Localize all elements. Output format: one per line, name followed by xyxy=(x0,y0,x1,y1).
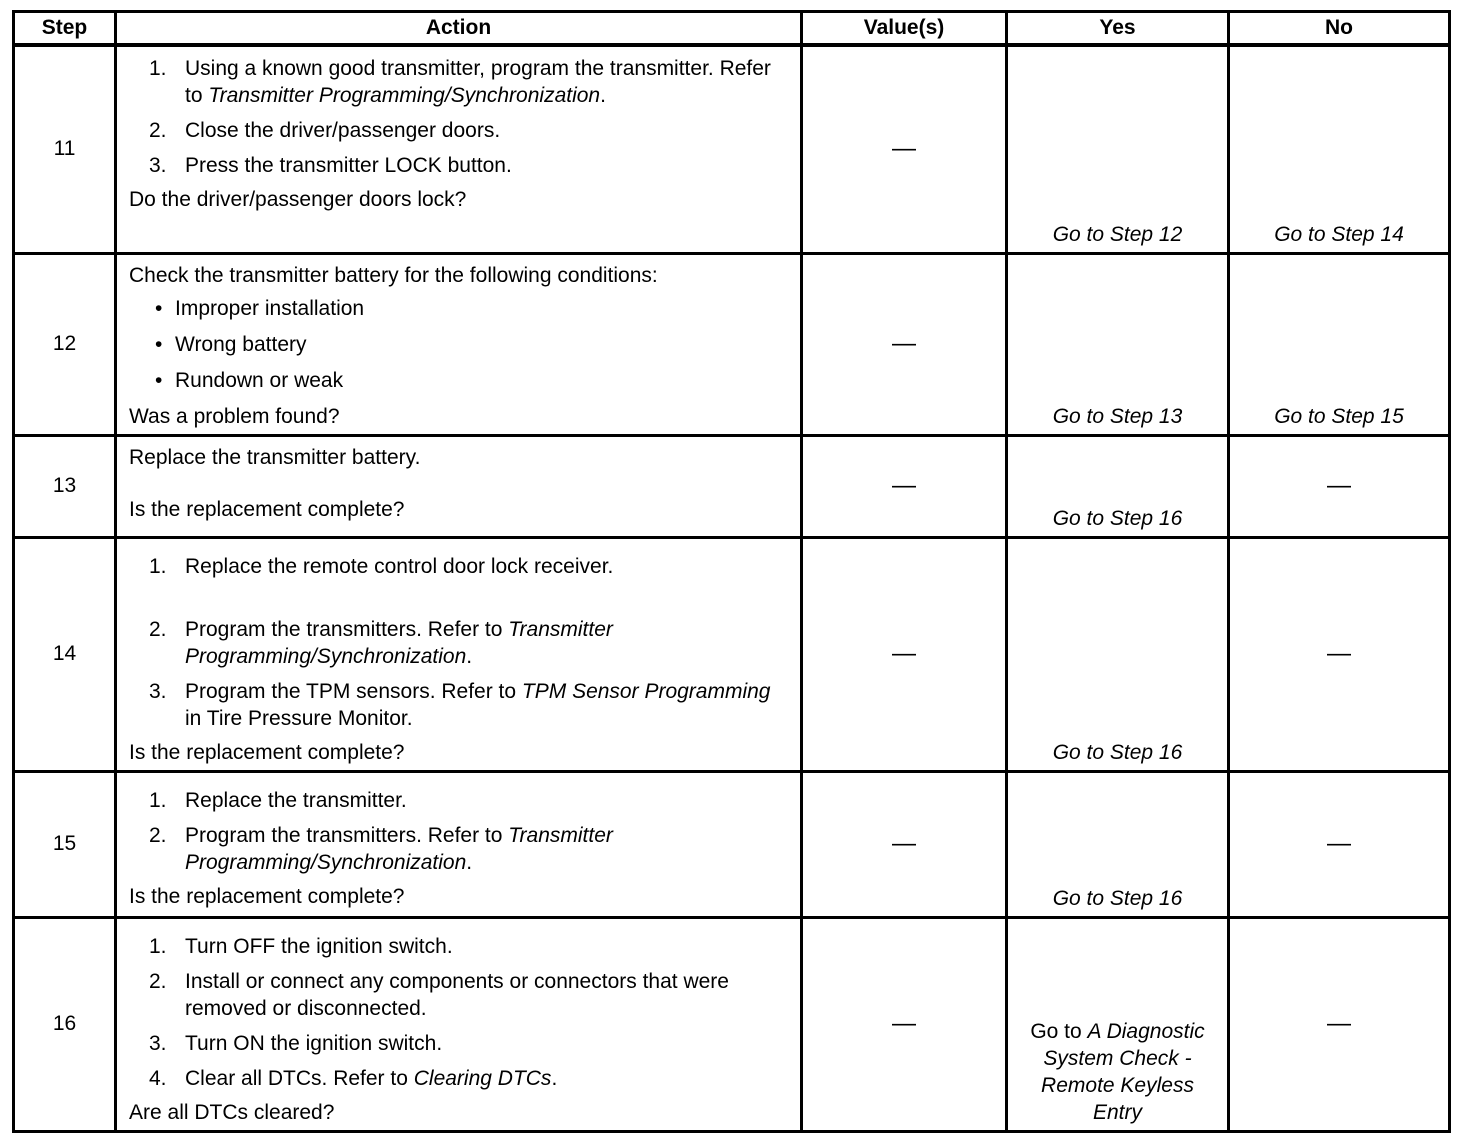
action-item: 3. Turn ON the ignition switch. xyxy=(149,1031,443,1055)
action-intro: Replace the transmitter battery. xyxy=(129,445,421,469)
header-no: No xyxy=(1229,12,1450,46)
action-cell xyxy=(116,771,802,917)
action-item: 3. Press the transmitter LOCK button. xyxy=(149,154,512,177)
action-question: Is the replacement complete? xyxy=(129,497,405,521)
step-row xyxy=(14,917,1450,1131)
step-number: 14 xyxy=(14,537,116,771)
action-question: Are all DTCs cleared? xyxy=(129,1100,335,1124)
step-number: 12 xyxy=(14,253,116,435)
step-row xyxy=(14,45,1450,253)
yes-goto: Go to Step 16 xyxy=(1052,886,1183,910)
action-list xyxy=(129,933,790,1092)
no-cell: — xyxy=(1229,917,1450,1131)
step-row xyxy=(14,253,1450,435)
step-number: 16 xyxy=(14,917,116,1131)
action-intro: Check the transmitter battery for the following conditions: xyxy=(129,263,658,287)
yes-cell xyxy=(1007,253,1229,435)
action-item: 1. Turn OFF the ignition switch. xyxy=(149,934,453,958)
value-cell: — xyxy=(802,45,1007,253)
no-goto: Go to Step 14 xyxy=(1274,222,1404,246)
action-item: 2. Install or connect any components or connectors that were removed or disconnected. xyxy=(149,969,729,1020)
no-cell xyxy=(1229,45,1450,253)
yes-cell xyxy=(1007,537,1229,771)
step-number: 11 xyxy=(14,45,116,253)
action-item: 2. Close the driver/passenger doors. xyxy=(149,119,501,142)
action-item: 1. Using a known good transmitter, program the transmitter. Refer to Transmitter Programming/Synchronization. xyxy=(149,57,771,107)
action-item: 4. Clear all DTCs. Refer to Clearing DTCs. xyxy=(149,1066,558,1090)
value-cell: — xyxy=(802,435,1007,537)
no-cell: — xyxy=(1229,435,1450,537)
action-cell xyxy=(116,435,802,537)
reference-link: Transmitter Programming/Synchronization xyxy=(208,84,601,107)
no-goto: Go to Step 15 xyxy=(1274,404,1404,428)
condition-list xyxy=(129,296,790,394)
step-row xyxy=(14,435,1450,537)
yes-cell xyxy=(1007,771,1229,917)
action-item: 3. Program the TPM sensors. Refer to TPM Sensor Programming in Tire Pressure Monitor. xyxy=(149,679,771,730)
value-cell: — xyxy=(802,917,1007,1131)
value-cell: — xyxy=(802,771,1007,917)
header-row xyxy=(14,12,1450,46)
yes-goto: Go to Step 16 xyxy=(1052,740,1183,764)
no-cell: — xyxy=(1229,771,1450,917)
header-step: Step xyxy=(14,12,116,46)
condition-item: • Wrong battery xyxy=(155,332,307,356)
action-list xyxy=(129,553,790,732)
step-row xyxy=(14,537,1450,771)
action-list xyxy=(129,55,790,179)
value-cell: — xyxy=(802,537,1007,771)
action-item: 2. Program the transmitters. Refer to Transmitter Programming/Synchronization. xyxy=(149,823,613,874)
no-cell xyxy=(1229,253,1450,435)
yes-cell xyxy=(1007,45,1229,253)
reference-link: Transmitter Programming/Synchronization xyxy=(185,823,613,874)
action-item: 1. Replace the remote control door lock receiver. xyxy=(149,554,614,578)
reference-link: TPM Sensor Programming xyxy=(521,679,771,703)
action-cell xyxy=(116,45,802,253)
yes-cell xyxy=(1007,435,1229,537)
no-cell: — xyxy=(1229,537,1450,771)
yes-goto: Go to Step 12 xyxy=(1052,222,1183,246)
yes-goto: Go to Step 16 xyxy=(1052,506,1183,530)
action-list xyxy=(129,787,790,876)
condition-item: • Rundown or weak xyxy=(155,368,344,392)
header-action: Action xyxy=(116,12,802,46)
action-question: Is the replacement complete? xyxy=(129,740,405,764)
reference-link: Clearing DTCs xyxy=(413,1066,552,1090)
header-yes: Yes xyxy=(1007,12,1229,46)
reference-link: Transmitter Programming/Synchronization xyxy=(185,617,613,668)
step-row xyxy=(14,771,1450,917)
action-question: Is the replacement complete? xyxy=(129,884,405,908)
step-number: 15 xyxy=(14,771,116,917)
yes-cell xyxy=(1007,917,1229,1131)
action-cell xyxy=(116,917,802,1131)
value-cell: — xyxy=(802,253,1007,435)
yes-goto: Go to Step 13 xyxy=(1052,404,1183,428)
action-cell xyxy=(116,537,802,771)
condition-item: • Improper installation xyxy=(155,296,365,320)
action-question: Was a problem found? xyxy=(129,404,340,428)
yes-goto: Go to A Diagnostic System Check - Remote Keyless Entry xyxy=(1030,1019,1205,1124)
action-item: 2. Program the transmitters. Refer to Transmitter Programming/Synchronization. xyxy=(149,617,613,668)
step-number: 13 xyxy=(14,435,116,537)
action-item: 1. Replace the transmitter. xyxy=(149,788,407,812)
header-values: Value(s) xyxy=(802,12,1007,46)
action-question: Do the driver/passenger doors lock? xyxy=(129,188,467,211)
action-cell xyxy=(116,253,802,435)
diagnostic-table xyxy=(12,10,1451,1133)
